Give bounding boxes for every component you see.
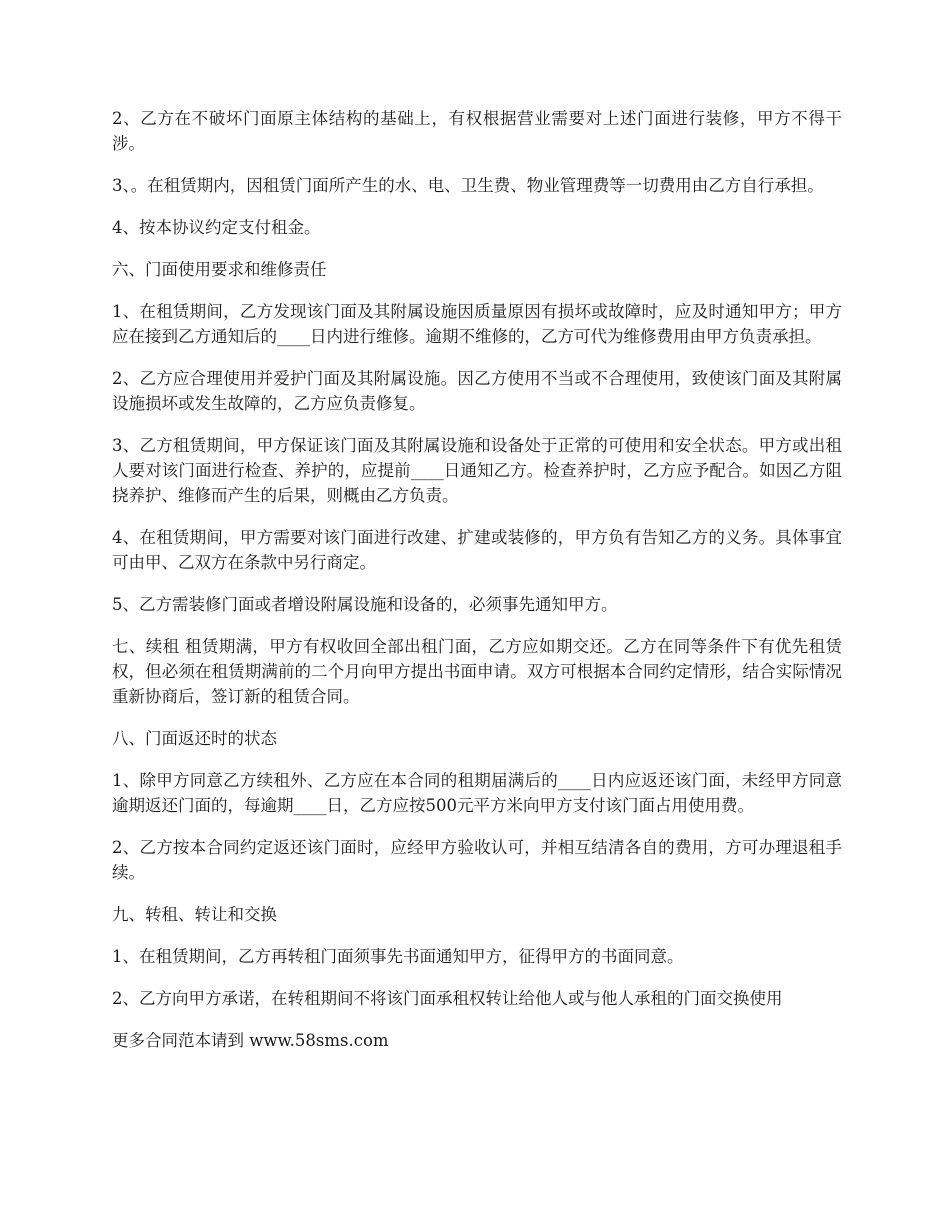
clause-6-1: 1、在租赁期间，乙方发现该门面及其附属设施因质量原因有损坏或故障时，应及时通知甲方；甲方应在接到乙方通知后的____日内进行维修。逾期不维修的，乙方可代为维修费用由甲方负责承担。: [112, 302, 842, 346]
footer-link-text: 更多合同范本请到 www.58sms.com: [112, 1031, 389, 1050]
clause-9-1: 1、在租赁期间，乙方再转租门面须事先书面通知甲方，征得甲方的书面同意。: [112, 947, 684, 966]
clause-5-3: 3、。在租赁期内，因租赁门面所产生的水、电、卫生费、物业管理费等一切费用由乙方自行承担。: [112, 176, 824, 195]
section-heading-9: 九、转租、转让和交换: [112, 905, 277, 924]
document-body: [112, 106, 842, 1070]
clause-5-4: 4、按本协议约定支付租金。: [112, 218, 321, 237]
clause-6-5: 5、乙方需装修门面或者增设附属设施和设备的，必须事先通知甲方。: [112, 595, 618, 614]
clause-8-2: 2、乙方按本合同约定返还该门面时，应经甲方验收认可，并相互结清各自的费用，方可办理退租手续。: [112, 838, 842, 882]
clause-6-2: 2、乙方应合理使用并爱护门面及其附属设施。因乙方使用不当或不合理使用，致使该门面及其附属设施损坏或发生故障的，乙方应负责修复。: [112, 369, 842, 413]
clause-6-4: 4、在租赁期间，甲方需要对该门面进行改建、扩建或装修的，甲方负有告知乙方的义务。具体事宜可由甲、乙双方在条款中另行商定。: [112, 528, 842, 572]
section-7-renewal: 七、续租 租赁期满，甲方有权收回全部出租门面，乙方应如期交还。乙方在同等条件下有优先租赁权，但必须在租赁期满前的二个月向甲方提出书面申请。双方可根据本合同约定情形，结合实际情况重新协商后，签订新的租赁合同。: [112, 637, 842, 706]
clause-5-2: 2、乙方在不破坏门面原主体结构的基础上，有权根据营业需要对上述门面进行装修，甲方不得干涉。: [112, 109, 842, 153]
clause-8-1: 1、除甲方同意乙方续租外、乙方应在本合同的租期届满后的____日内应返还该门面，未经甲方同意逾期返还门面的，每逾期____日，乙方应按500元平方米向甲方支付该门面占用使用费。: [112, 771, 842, 815]
clause-9-2: 2、乙方向甲方承诺，在转租期间不将该门面承租权转让给他人或与他人承租的门面交换使用: [112, 989, 783, 1008]
clause-6-3: 3、乙方租赁期间，甲方保证该门面及其附属设施和设备处于正常的可使用和安全状态。甲方或出租人要对该门面进行检查、养护的，应提前____日通知乙方。检查养护时，乙方应予配合。如因乙方阻挠养护、维修而产生的后果，则概由乙方负责。: [112, 436, 842, 505]
section-heading-6: 六、门面使用要求和维修责任: [112, 260, 327, 279]
section-heading-8: 八、门面返还时的状态: [112, 729, 277, 748]
